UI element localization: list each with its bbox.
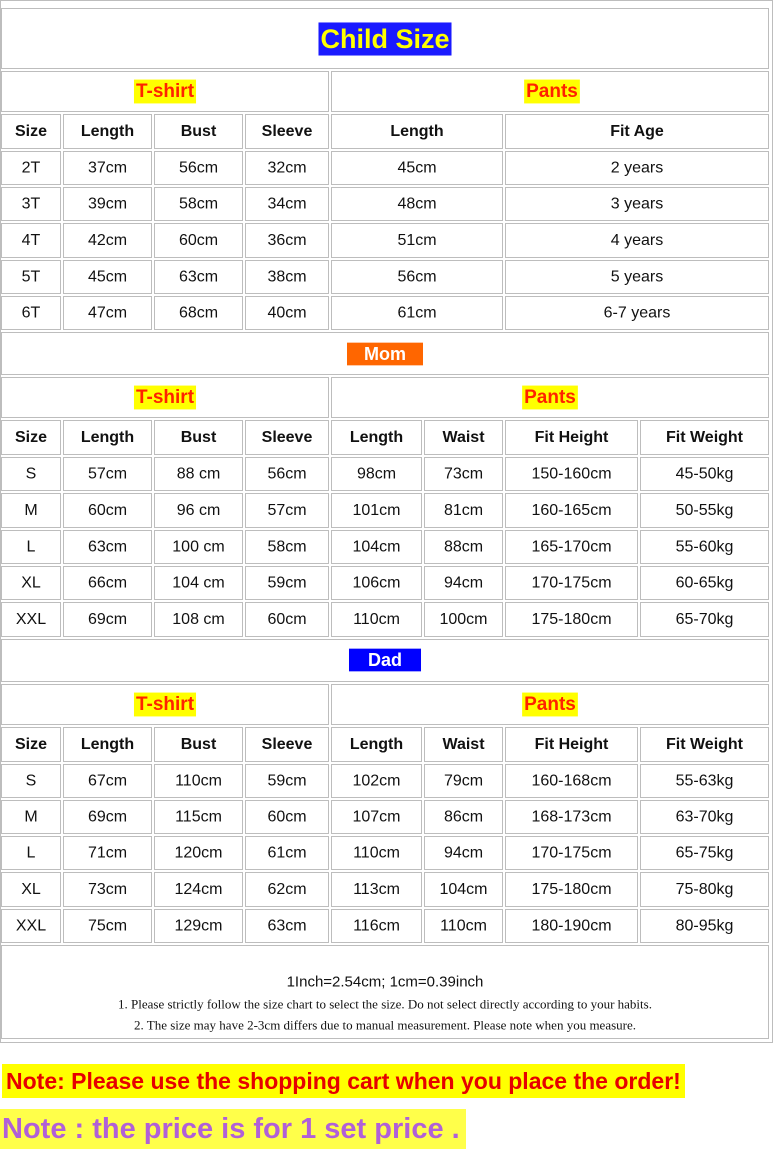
dad-row-1-col-5: 86cm bbox=[443, 808, 484, 826]
child-row-1-col-0: 3T bbox=[21, 195, 41, 213]
mom-row-3-col-0: XL bbox=[21, 574, 41, 592]
mom-row-3-col-6: 170-175cm bbox=[531, 574, 612, 592]
mom-row-4-col-1: 69cm bbox=[87, 611, 128, 628]
dad-row-4-col-2: 129cm bbox=[174, 917, 223, 935]
child-row-0-col-1: 37cm bbox=[87, 159, 128, 177]
child-tshirt-label-text: T-shirt bbox=[135, 81, 195, 102]
dad-row-1-col-3: 60cm bbox=[267, 808, 307, 826]
dad-row-4-col-1: 75cm bbox=[87, 917, 128, 935]
child-size-title-text: Child Size bbox=[320, 24, 450, 54]
dad-row-1-col-4: 107cm bbox=[352, 808, 401, 826]
shopping-cart-note: Note: Please use the shopping cart when you place the order! bbox=[2, 1064, 685, 1098]
dad-row-0-col-2: 110cm bbox=[175, 772, 222, 790]
mom-title bbox=[347, 343, 423, 366]
mom-row-0-col-6: 150-160cm bbox=[531, 465, 612, 483]
price-note: Note : the price is for 1 set price . bbox=[0, 1109, 466, 1149]
mom-row-1-col-3: 57cm bbox=[267, 502, 307, 519]
mom-header-2: Bust bbox=[180, 429, 217, 446]
dad-row-4-col-3: 63cm bbox=[267, 917, 307, 935]
mom-row-1-col-0: M bbox=[24, 502, 38, 519]
mom-row-4-col-2: 108 cm bbox=[172, 611, 225, 628]
child-row-4-col-0: 6T bbox=[21, 304, 41, 322]
mom-row-1-col-4: 101cm bbox=[352, 502, 401, 519]
mom-row-1-col-7: 50-55kg bbox=[675, 502, 734, 519]
child-row-0-col-5: 2 years bbox=[610, 159, 664, 177]
child-row-2-col-1: 42cm bbox=[87, 232, 128, 249]
dad-row-0-col-7: 55-63kg bbox=[675, 772, 734, 790]
dad-row-1-col-0: M bbox=[24, 808, 38, 826]
dad-row-2-col-1: 71cm bbox=[87, 844, 128, 862]
mom-row-0-col-3: 56cm bbox=[267, 465, 307, 483]
dad-header-6: Fit Height bbox=[534, 736, 609, 753]
dad-row-0-col-0: S bbox=[25, 772, 37, 790]
dad-row-3-col-0: XL bbox=[21, 881, 41, 898]
dad-row-4-col-7: 80-95kg bbox=[675, 917, 734, 935]
dad-pants-label bbox=[522, 693, 578, 717]
mom-row-2-col-1: 63cm bbox=[87, 538, 128, 556]
child-size-title bbox=[318, 22, 451, 55]
mom-row-2-col-6: 165-170cm bbox=[531, 538, 612, 556]
dad-tshirt-label-text: T-shirt bbox=[135, 694, 195, 715]
mom-row-0-col-5: 73cm bbox=[443, 465, 484, 483]
mom-row-4-col-6: 175-180cm bbox=[531, 611, 612, 628]
mom-row-3-col-7: 60-65kg bbox=[675, 574, 734, 592]
mom-row-1-col-5: 81cm bbox=[443, 502, 484, 519]
mom-row-0-col-4: 98cm bbox=[356, 465, 397, 483]
child-row-1-col-3: 34cm bbox=[267, 195, 307, 213]
mom-row-2-col-2: 100 cm bbox=[172, 538, 225, 556]
child-pants-label-text: Pants bbox=[526, 81, 578, 102]
mom-row-3-col-1: 66cm bbox=[87, 574, 128, 592]
child-header-0: Size bbox=[14, 123, 48, 140]
child-row-4-col-1: 47cm bbox=[87, 304, 128, 322]
dad-row-3-col-6: 175-180cm bbox=[531, 881, 612, 898]
mom-header-1: Length bbox=[80, 429, 135, 446]
dad-row-2-col-6: 170-175cm bbox=[531, 844, 612, 862]
dad-row-2-col-2: 120cm bbox=[174, 844, 223, 862]
mom-row-1-col-6: 160-165cm bbox=[531, 502, 612, 519]
mom-row-1-col-2: 96 cm bbox=[176, 502, 221, 519]
dad-header-2: Bust bbox=[180, 736, 217, 753]
mom-row-0-col-7: 45-50kg bbox=[675, 465, 734, 483]
mom-row-4-col-3: 60cm bbox=[267, 611, 307, 628]
mom-row-4-col-5: 100cm bbox=[439, 611, 488, 628]
dad-row-3-col-5: 104cm bbox=[439, 881, 488, 898]
dad-row-0-col-6: 160-168cm bbox=[531, 772, 612, 790]
mom-row-0-col-0: S bbox=[25, 465, 37, 483]
dad-row-0-col-3: 59cm bbox=[267, 772, 307, 790]
dad-header-0: Size bbox=[14, 736, 48, 753]
child-row-3-col-1: 45cm bbox=[87, 268, 128, 286]
mom-row-2-col-7: 55-60kg bbox=[675, 538, 734, 556]
child-row-4-col-3: 40cm bbox=[267, 304, 307, 322]
child-row-2-col-5: 4 years bbox=[610, 232, 664, 249]
mom-row-2-col-5: 88cm bbox=[443, 538, 484, 556]
dad-pants-label-text: Pants bbox=[524, 694, 576, 715]
mom-row-4-col-0: XXL bbox=[15, 611, 47, 628]
dad-title bbox=[349, 649, 421, 672]
dad-title-text: Dad bbox=[367, 650, 403, 670]
dad-tshirt-label bbox=[134, 693, 196, 717]
child-row-0-col-4: 45cm bbox=[397, 159, 437, 177]
mom-tshirt-label-text: T-shirt bbox=[135, 387, 195, 408]
mom-row-2-col-4: 104cm bbox=[352, 538, 401, 556]
child-row-2-col-4: 51cm bbox=[397, 232, 437, 249]
dad-row-0-col-1: 67cm bbox=[87, 772, 128, 790]
child-row-3-col-3: 38cm bbox=[267, 268, 307, 286]
mom-tshirt-label bbox=[134, 386, 196, 410]
child-row-1-col-1: 39cm bbox=[87, 195, 128, 213]
conversion-text: 1Inch=2.54cm; 1cm=0.39inch bbox=[286, 973, 484, 991]
dad-row-1-col-7: 63-70kg bbox=[675, 808, 734, 826]
dad-row-3-col-4: 113cm bbox=[353, 881, 400, 898]
dad-row-0-col-4: 102cm bbox=[352, 772, 401, 790]
child-row-3-col-5: 5 years bbox=[610, 268, 664, 286]
child-header-4: Length bbox=[390, 123, 444, 140]
dad-row-3-col-2: 124cm bbox=[174, 881, 223, 898]
dad-row-4-col-0: XXL bbox=[15, 917, 47, 935]
mom-row-2-col-3: 58cm bbox=[267, 538, 307, 556]
child-row-2-col-3: 36cm bbox=[267, 232, 307, 249]
child-header-2: Bust bbox=[180, 123, 217, 140]
dad-row-3-col-3: 62cm bbox=[267, 881, 307, 898]
dad-row-4-col-6: 180-190cm bbox=[531, 917, 612, 935]
child-header-1: Length bbox=[80, 123, 135, 140]
child-row-0-col-3: 32cm bbox=[267, 159, 307, 177]
dad-row-3-col-1: 73cm bbox=[87, 881, 128, 898]
child-header-5: Fit Age bbox=[610, 123, 664, 140]
mom-row-2-col-0: L bbox=[26, 538, 36, 556]
child-header-3: Sleeve bbox=[261, 123, 313, 140]
mom-row-4-col-7: 65-70kg bbox=[675, 611, 734, 628]
mom-header-7: Fit Weight bbox=[665, 429, 744, 446]
mom-row-3-col-5: 94cm bbox=[443, 574, 484, 592]
child-tshirt-label bbox=[134, 80, 196, 104]
child-row-4-col-2: 68cm bbox=[178, 304, 219, 322]
mom-row-0-col-1: 57cm bbox=[87, 465, 128, 483]
dad-row-2-col-3: 61cm bbox=[267, 844, 307, 862]
mom-row-1-col-1: 60cm bbox=[87, 502, 128, 519]
mom-pants-label-text: Pants bbox=[524, 387, 576, 408]
footer-note-2: 2. The size may have 2-3cm differs due to manual measurement. Please note when you measure. bbox=[133, 1017, 637, 1033]
mom-header-4: Length bbox=[349, 429, 404, 446]
dad-header-5: Waist bbox=[442, 736, 485, 753]
child-row-0-col-0: 2T bbox=[21, 159, 41, 177]
child-row-4-col-4: 61cm bbox=[397, 304, 437, 322]
mom-header-5: Waist bbox=[442, 429, 485, 446]
child-row-3-col-2: 63cm bbox=[178, 268, 219, 286]
dad-row-4-col-5: 110cm bbox=[440, 917, 487, 935]
mom-row-3-col-2: 104 cm bbox=[172, 574, 225, 592]
child-row-2-col-0: 4T bbox=[21, 232, 41, 249]
mom-pants-label bbox=[522, 386, 578, 410]
mom-row-4-col-4: 110cm bbox=[353, 611, 400, 628]
child-row-0-col-2: 56cm bbox=[178, 159, 219, 177]
footer-note-1: 1. Please strictly follow the size chart to select the size. Do not select directly according to your habits. bbox=[118, 996, 652, 1012]
dad-header-1: Length bbox=[80, 736, 135, 753]
mom-header-3: Sleeve bbox=[261, 429, 313, 446]
child-row-3-col-0: 5T bbox=[21, 268, 41, 286]
dad-row-2-col-4: 110cm bbox=[353, 844, 400, 862]
mom-row-0-col-2: 88 cm bbox=[176, 465, 221, 483]
child-pants-label bbox=[524, 80, 580, 104]
child-row-3-col-4: 56cm bbox=[397, 268, 437, 286]
child-row-1-col-4: 48cm bbox=[397, 195, 437, 213]
child-row-1-col-2: 58cm bbox=[178, 195, 219, 213]
dad-row-3-col-7: 75-80kg bbox=[675, 881, 734, 898]
dad-row-2-col-7: 65-75kg bbox=[675, 844, 734, 862]
dad-row-1-col-6: 168-173cm bbox=[531, 808, 612, 826]
mom-row-3-col-4: 106cm bbox=[352, 574, 401, 592]
child-row-4-col-5: 6-7 years bbox=[603, 304, 671, 322]
mom-row-3-col-3: 59cm bbox=[267, 574, 307, 592]
dad-row-1-col-2: 115cm bbox=[175, 808, 222, 826]
child-row-1-col-5: 3 years bbox=[610, 195, 664, 213]
dad-header-3: Sleeve bbox=[261, 736, 313, 753]
dad-row-0-col-5: 79cm bbox=[443, 772, 484, 790]
dad-header-7: Fit Weight bbox=[665, 736, 744, 753]
mom-header-0: Size bbox=[14, 429, 48, 446]
mom-title-text: Mom bbox=[364, 344, 406, 364]
dad-row-2-col-0: L bbox=[26, 844, 36, 862]
child-row-2-col-2: 60cm bbox=[178, 232, 219, 249]
dad-header-4: Length bbox=[349, 736, 404, 753]
dad-row-1-col-1: 69cm bbox=[87, 808, 128, 826]
dad-row-2-col-5: 94cm bbox=[443, 844, 484, 862]
mom-header-6: Fit Height bbox=[534, 429, 609, 446]
dad-row-4-col-4: 116cm bbox=[353, 917, 400, 935]
